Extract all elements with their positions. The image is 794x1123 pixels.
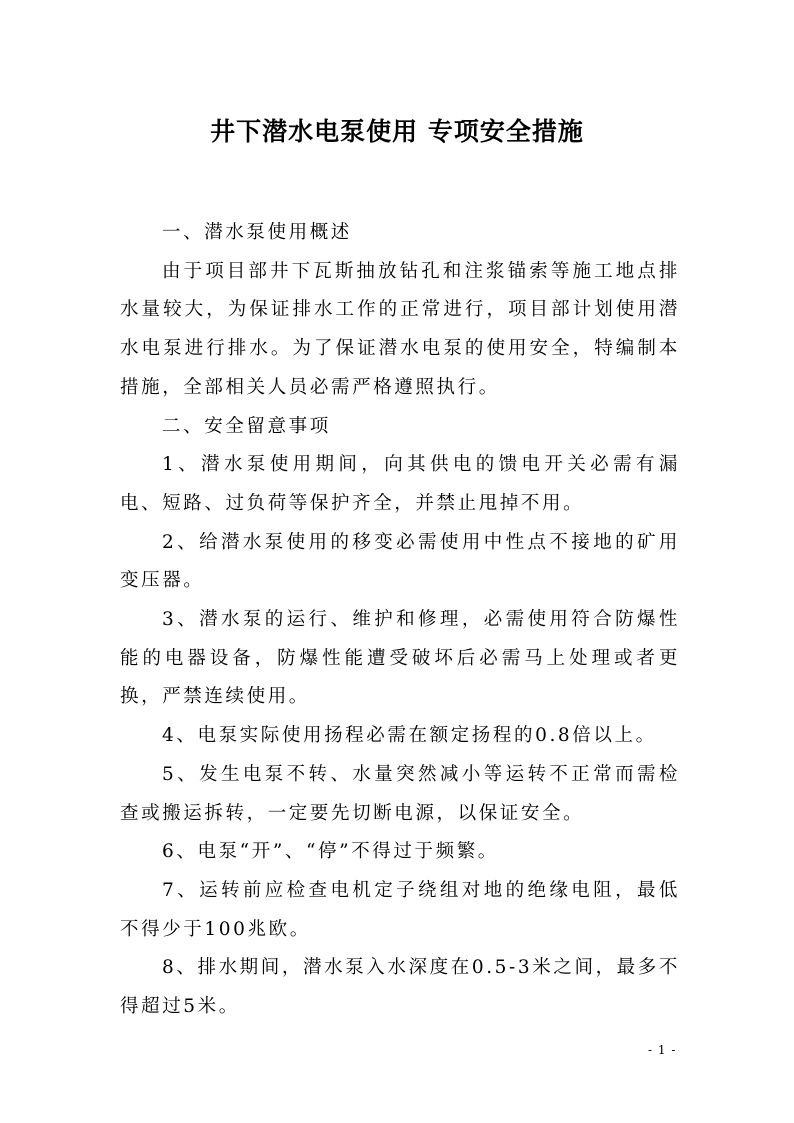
section-heading-overview: 一、潜水泵使用概述 xyxy=(162,222,352,243)
safety-item-8: 8、排水期间，潜水泵入水深度在0.5-3米之间，最多不得超过5米。 xyxy=(120,957,680,1018)
safety-item-1: 1、潜水泵使用期间，向其供电的馈电开关必需有漏电、短路、过负荷等保护齐全，并禁止甩掉不用。 xyxy=(120,454,680,514)
safety-item-5: 5、发生电泵不转、水量突然减小等运转不正常而需检查或搬运拆转，一定要先切断电源，以保证安全。 xyxy=(120,763,680,824)
safety-item-7: 7、运转前应检查电机定子绕组对地的绝缘电阻，最低不得少于100兆欧。 xyxy=(120,879,680,940)
safety-item-2: 2、给潜水泵使用的移变必需使用中性点不接地的矿用变压器。 xyxy=(120,531,680,592)
safety-item-4: 4、电泵实际使用扬程必需在额定扬程的0.8倍以上。 xyxy=(162,725,657,747)
safety-item-3: 3、潜水泵的运行、维护和修理，必需使用符合防爆性能的电器设备，防爆性能遭受破坏后必需马上处理或者更换，严禁连续使用。 xyxy=(120,609,680,708)
document-body xyxy=(120,214,680,1027)
safety-item-6: 6、电泵“开”、“停”不得过于频繁。 xyxy=(162,841,499,863)
page-number: - 1 - xyxy=(648,1043,677,1057)
overview-paragraph: 由于项目部井下瓦斯抽放钻孔和注浆锚索等施工地点排水量较大，为保证排水工作的正常进行，项目部计划使用潜水电泵进行排水。为了保证潜水电泵的使用安全，特编制本措施，全部相关人员必需严格遵照执行。 xyxy=(120,260,680,398)
section-heading-safety: 二、安全留意事项 xyxy=(162,415,331,437)
document-title: 井下潜水电泵使用 专项安全措施 xyxy=(210,117,584,146)
